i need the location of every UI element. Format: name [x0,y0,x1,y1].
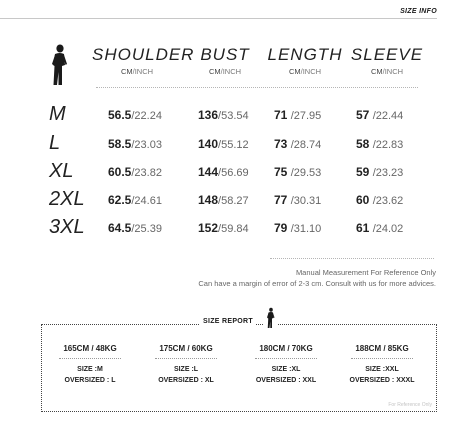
size-report-title: SIZE REPORT [200,318,256,325]
table-cell: 73 /28.74 [274,137,322,151]
standing-person-icon [46,44,72,86]
column-name: SLEEVE [350,45,424,64]
table-cell: 58.5/23.03 [108,137,162,151]
column-name: BUST [200,45,250,64]
table-cell: 152/59.84 [198,221,249,235]
oversized-size: OVERSIZED : L [64,377,116,384]
table-cell: 144/56.69 [198,165,249,179]
table-cell: 60 /23.62 [356,193,404,207]
column-header-shoulder [92,45,195,76]
recommended-size: SIZE :L [173,366,199,373]
table-cell: 75 /29.53 [274,165,322,179]
table-cell: 77 /30.31 [274,193,322,207]
size-info-tag: SIZE INFO [400,8,437,15]
table-cell: 59 /23.23 [356,165,404,179]
entry-divider [351,358,413,359]
table-cell: 79 /31.10 [274,221,322,235]
column-name: LENGTH [267,45,343,64]
table-cell: 57 /22.44 [356,108,404,122]
size-label: M [49,103,66,125]
header-dotted-divider [96,87,418,88]
column-unit: CM/INCH [120,67,154,76]
column-header-length [260,45,350,76]
table-cell: 62.5/24.61 [108,193,162,207]
size-label: XL [49,160,74,182]
table-cell: 140/55.12 [198,137,249,151]
entry-divider [255,358,317,359]
recommended-size: SIZE :XXL [365,366,399,373]
height-weight: 175CM / 60KG [159,344,213,353]
header-divider [0,18,437,19]
column-header-bust [180,45,270,76]
size-report-entry [334,344,430,386]
size-report-entry [238,344,334,386]
report-footnote: For Reference Only [388,402,432,408]
table-cell: 60.5/23.82 [108,165,162,179]
column-header-sleeve [342,45,432,76]
recommended-size: SIZE :XL [271,366,301,373]
table-cell: 56.5/22.24 [108,108,162,122]
column-unit: CM/INCH [370,67,404,76]
measurement-note: Manual Measurement For Reference Only [295,268,436,277]
size-label: 3XL [49,216,85,238]
table-cell: 64.5/25.39 [108,221,162,235]
margin-of-error-note: Can have a margin of error of 2-3 cm. Consult with us for more advices. [198,279,436,288]
height-weight: 165CM / 48KG [63,344,117,353]
oversized-size: OVERSIZED : XL [158,377,214,384]
table-cell: 61 /24.02 [356,221,404,235]
column-unit: CM/INCH [288,67,322,76]
size-report-entry [138,344,234,386]
height-weight: 180CM / 70KG [259,344,313,353]
column-unit: CM/INCH [208,67,242,76]
size-label: 2XL [49,188,85,210]
table-cell: 71 /27.95 [274,108,322,122]
recommended-size: SIZE :M [77,366,103,373]
oversized-size: OVERSIZED : XXL [255,377,317,384]
column-name: SHOULDER [92,45,195,64]
oversized-size: OVERSIZED : XXXL [349,377,415,384]
table-cell: 148/58.27 [198,193,249,207]
size-label: L [49,132,61,154]
standing-person-icon [264,307,277,329]
table-cell: 136/53.54 [198,108,249,122]
entry-divider [155,358,217,359]
entry-divider [59,358,121,359]
notes-dotted-divider [270,258,434,259]
height-weight: 188CM / 85KG [355,344,409,353]
size-report-entry [42,344,138,386]
table-cell: 58 /22.83 [356,137,404,151]
